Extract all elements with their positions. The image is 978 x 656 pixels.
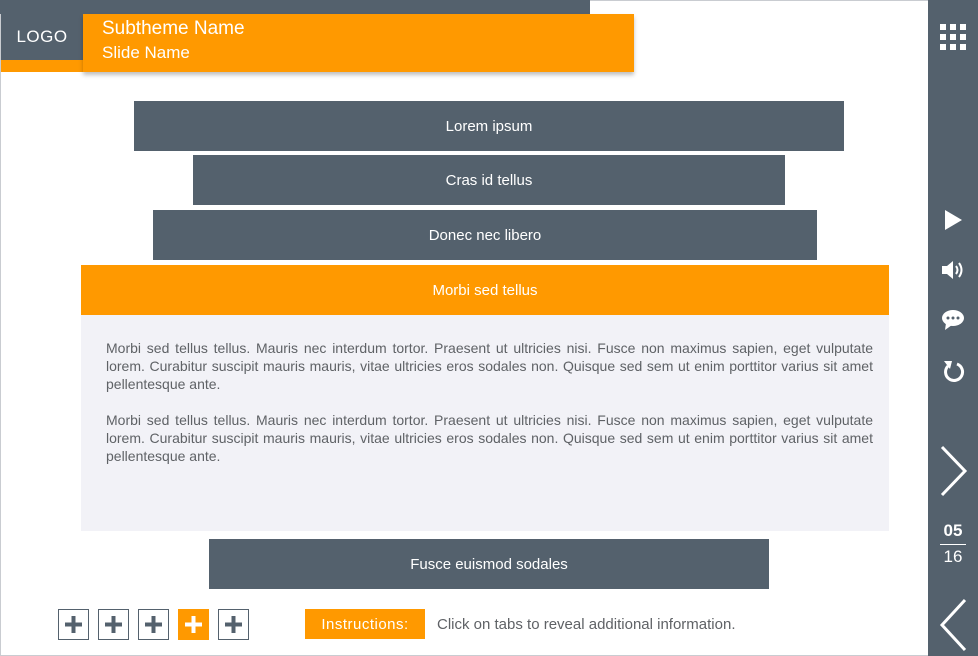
tab-content-panel [81,315,889,531]
replay-button[interactable] [928,356,978,386]
current-page: 05 [943,521,963,540]
volume-icon [941,259,965,281]
tab-label: Morbi sed tellus [432,281,538,299]
subtheme-title: Subtheme Name [102,18,245,39]
header-accent-strip [1,60,83,72]
menu-button[interactable] [928,22,978,52]
instructions-label: Instructions: [305,609,425,639]
reveal-button-4[interactable] [178,609,209,640]
previous-button[interactable] [928,597,978,653]
logo: LOGO [1,14,83,60]
instructions-text: Click on tabs to reveal additional information. [437,616,736,633]
header-bar [83,14,634,72]
volume-button[interactable] [928,256,978,284]
reveal-button-2[interactable] [98,609,129,640]
tab-donec-nec-libero[interactable] [153,210,817,260]
tab-cras-id-tellus[interactable] [193,155,785,205]
tab-label: Fusce euismod sodales [410,555,568,573]
reveal-button-5[interactable] [218,609,249,640]
tab-label: Cras id tellus [445,171,533,189]
plus-icon [185,616,202,633]
reveal-button-1[interactable] [58,609,89,640]
panel-paragraph: Morbi sed tellus tellus. Mauris nec interdum tortor. Praesent ut ultricies nisi. Fusce non maximus sapien, eget vulputate lorem. Curabitur suscipit mauris mauris, vitae ultricies eros sodales non. Quisque sed sem ut enim porttitor varius sit amet pellentesque ante. [106,412,873,464]
replay-icon [941,358,965,384]
slide-title: Slide Name [102,43,190,62]
total-pages: 16 [943,547,963,566]
header-top-strip [0,0,590,14]
plus-icon [145,616,162,633]
play-button[interactable] [928,206,978,234]
navigation-sidebar [928,0,978,656]
tab-fusce-euismod-sodales[interactable] [209,539,769,589]
next-button[interactable] [928,444,978,498]
tab-lorem-ipsum[interactable] [134,101,844,151]
chevron-right-icon [938,445,968,497]
plus-icon [225,616,242,633]
comment-icon [941,309,965,331]
grid-menu-icon [940,24,966,50]
reveal-button-3[interactable] [138,609,169,640]
page-divider [940,544,966,545]
panel-paragraph: Morbi sed tellus tellus. Mauris nec interdum tortor. Praesent ut ultricies nisi. Fusce non maximus sapien, eget vulputate lorem. Curabitur suscipit mauris mauris, vitae ultricies eros sodales non. Quisque sed sem ut enim porttitor varius sit amet pellentesque ante. [106,340,873,392]
comment-button[interactable] [928,306,978,334]
plus-icon [65,616,82,633]
plus-icon [105,616,122,633]
tab-morbi-sed-tellus[interactable] [81,265,889,315]
play-icon [943,209,963,231]
tab-label: Lorem ipsum [445,117,533,135]
page-counter [928,520,978,567]
tab-label: Donec nec libero [428,226,542,244]
chevron-left-icon [938,598,968,652]
